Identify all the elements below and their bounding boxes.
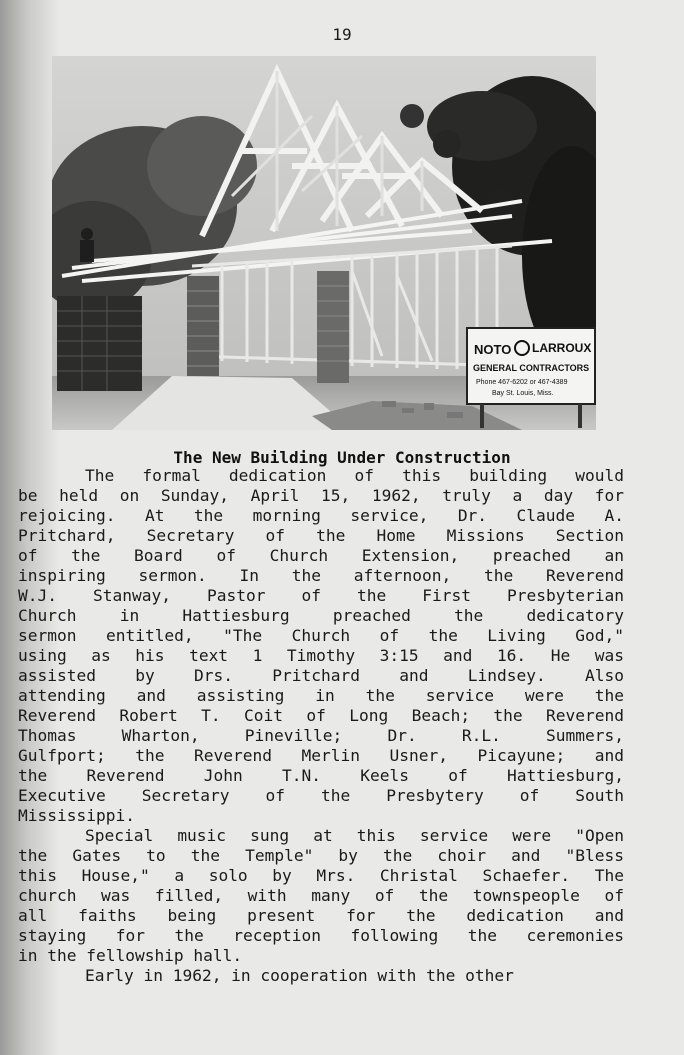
construction-photo: [52, 56, 596, 430]
text-line: the Gates to the Temple" by the choir and "Bless: [18, 846, 624, 865]
sign-phone: Phone 467-6202 or 467-4389: [476, 379, 568, 386]
text-line: Executive Secretary of the Presbytery of South: [18, 786, 624, 805]
text-line: this House," a solo by Mrs. Christal Schaefer. The: [18, 866, 624, 885]
text-line: W.J. Stanway, Pastor of the First Presbyterian: [18, 586, 624, 605]
text-line: The formal dedication of this building would: [85, 466, 624, 485]
brick-column-center: [317, 271, 349, 383]
sign-subtitle: GENERAL CONTRACTORS: [473, 363, 590, 373]
text-line: Reverend Robert T. Coit of Long Beach; the Reverend: [18, 706, 624, 725]
sign-location: Bay St. Louis, Miss.: [492, 390, 554, 397]
text-line: sermon entitled, "The Church of the Living God,": [18, 626, 624, 645]
page-number: 19: [332, 25, 352, 44]
text-line: church was filled, with many of the townspeople of: [18, 886, 624, 905]
photo-caption: The New Building Under Construction: [173, 448, 511, 467]
worker-figure: [80, 228, 94, 262]
text-line: of the Board of Church Extension, preached an: [18, 546, 624, 565]
materials-stack: [57, 296, 142, 391]
text-line: the Reverend John T.N. Keels of Hattiesburg,: [18, 766, 624, 785]
text-line: in the fellowship hall.: [18, 946, 243, 965]
text-line: staying for the reception following the ceremonies: [18, 926, 624, 945]
text-line: assisted by Drs. Pritchard and Lindsey. Also: [18, 666, 624, 685]
text-line: attending and assisting in the service were the: [18, 686, 624, 705]
text-line: Gulfport; the Reverend Merlin Usner, Picayune; and: [18, 746, 624, 765]
sign-name-left: NOTO: [474, 342, 512, 357]
text-line: Pritchard, Secretary of the Home Missions Section: [18, 526, 624, 545]
text-line: Church in Hattiesburg preached the dedicatory: [18, 606, 624, 625]
sign-name-right: LARROUX: [532, 341, 592, 355]
text-line: using as his text 1 Timothy 3:15 and 16. He was: [18, 646, 624, 665]
text-line: rejoicing. At the morning service, Dr. Claude A.: [18, 506, 624, 525]
text-line: Early in 1962, in cooperation with the other: [85, 966, 514, 985]
text-line: Mississippi.: [18, 806, 135, 825]
construction-photo-image: [52, 56, 596, 430]
text-line: inspiring sermon. In the afternoon, the Reverend: [18, 566, 624, 585]
text-line: be held on Sunday, April 15, 1962, truly a day for: [18, 486, 624, 505]
text-line: Thomas Wharton, Pineville; Dr. R.L. Summers,: [18, 726, 624, 745]
text-line: all faiths being present for the dedication and: [18, 906, 624, 925]
body-text: [18, 466, 624, 986]
text-line: Special music sung at this service were "Open: [85, 826, 624, 845]
